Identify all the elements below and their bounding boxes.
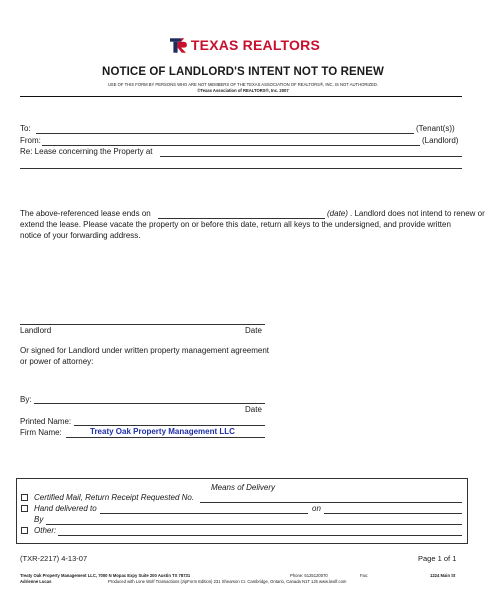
hand-delivered-on-field[interactable] <box>324 513 462 514</box>
other-delivery-checkbox[interactable] <box>21 527 28 534</box>
to-tenant-field[interactable] <box>36 133 414 134</box>
form-id: (TXR-2217) 4-13-07 <box>20 554 88 563</box>
on-label: on <box>312 504 321 513</box>
landlord-signature-field[interactable] <box>20 324 265 325</box>
hand-delivered-label: Hand delivered to <box>34 504 97 513</box>
delivered-by-field[interactable] <box>46 524 462 525</box>
printed-name-label: Printed Name: <box>20 417 72 426</box>
lease-ends-text: The above-referenced lease ends on <box>20 209 151 218</box>
footer-produced-by: Produced with Lone Wolf Transactions (zipForm Edition) 231 Shearson Cr. Cambridge, Ontario, Canada N1T 1J5 www.lwolf.com <box>108 579 347 584</box>
logo-wordmark: TEXAS REALTORS <box>190 37 320 53</box>
vacate-instructions: extend the lease. Please vacate the property on or before this date, return all keys to the undersigned, and provide written <box>20 220 451 229</box>
property-address-field[interactable] <box>160 156 462 157</box>
re-label: Re: Lease concerning the Property at <box>20 147 153 156</box>
landlord-date-label: Date <box>245 326 262 335</box>
header-divider <box>20 96 462 97</box>
footer-company: Treaty Oak Property Management LLC, 7000 N Mopac Expy Suite 200 Austin TX 78731 <box>20 573 191 578</box>
realtors-r-logo-icon <box>170 37 187 54</box>
agent-text-line1: Or signed for Landlord under written property management agreement <box>20 346 270 355</box>
certified-mail-checkbox[interactable] <box>21 494 28 501</box>
delivery-heading: Means of Delivery <box>210 483 276 492</box>
property-address-field-2[interactable] <box>20 168 462 169</box>
landlord-label: (Landlord) <box>422 136 459 145</box>
hand-delivered-to-field[interactable] <box>100 513 308 514</box>
no-renew-text: . Landlord does not intend to renew or <box>350 209 485 218</box>
footer-phone: Phone: 5125120070 <box>290 573 328 578</box>
from-landlord-field[interactable] <box>42 145 420 146</box>
firm-name-value: Treaty Oak Property Management LLC <box>90 427 235 436</box>
other-delivery-field[interactable] <box>58 535 462 536</box>
disclaimer-text: USE OF THIS FORM BY PERSONS WHO ARE NOT MEMBERS OF THE TEXAS ASSOCIATION OF REALTORS®, INC. IS NOT AUTHORIZED. <box>107 82 379 87</box>
date-paren-label: (date) <box>327 209 348 218</box>
agent-text-line2: or power of attorney: <box>20 357 94 366</box>
hand-delivered-checkbox[interactable] <box>21 505 28 512</box>
footer-fax: Fax: <box>360 573 369 578</box>
printed-name-field[interactable] <box>74 425 265 426</box>
landlord-signature-label: Landlord <box>20 326 52 335</box>
firm-name-label: Firm Name: <box>20 428 62 437</box>
firm-name-field[interactable] <box>66 437 265 438</box>
footer-file-name: 1224 Main St <box>430 573 456 578</box>
agent-date-label: Date <box>245 405 262 414</box>
from-label: From: <box>20 136 41 145</box>
forwarding-address-text: notice of your forwarding address. <box>20 231 141 240</box>
by-label: By: <box>20 395 32 404</box>
delivered-by-label: By <box>34 515 44 524</box>
form-title: NOTICE OF LANDLORD'S INTENT NOT TO RENEW <box>102 66 384 78</box>
agent-signature-field[interactable] <box>34 403 265 404</box>
lease-end-date-field[interactable] <box>158 218 325 219</box>
other-delivery-label: Other: <box>34 526 57 535</box>
certified-number-field[interactable] <box>200 502 462 503</box>
page-number: Page 1 of 1 <box>418 554 457 563</box>
to-label: To: <box>20 124 31 133</box>
texas-realtors-logo <box>170 36 320 54</box>
footer-agent: Adrienne Lucas <box>20 579 52 584</box>
tenant-label: (Tenant(s)) <box>416 124 455 133</box>
certified-mail-label: Certified Mail, Return Receipt Requested No. <box>34 493 195 502</box>
copyright-text: ©Texas Association of REALTORS®, Inc. 2007 <box>197 88 289 93</box>
